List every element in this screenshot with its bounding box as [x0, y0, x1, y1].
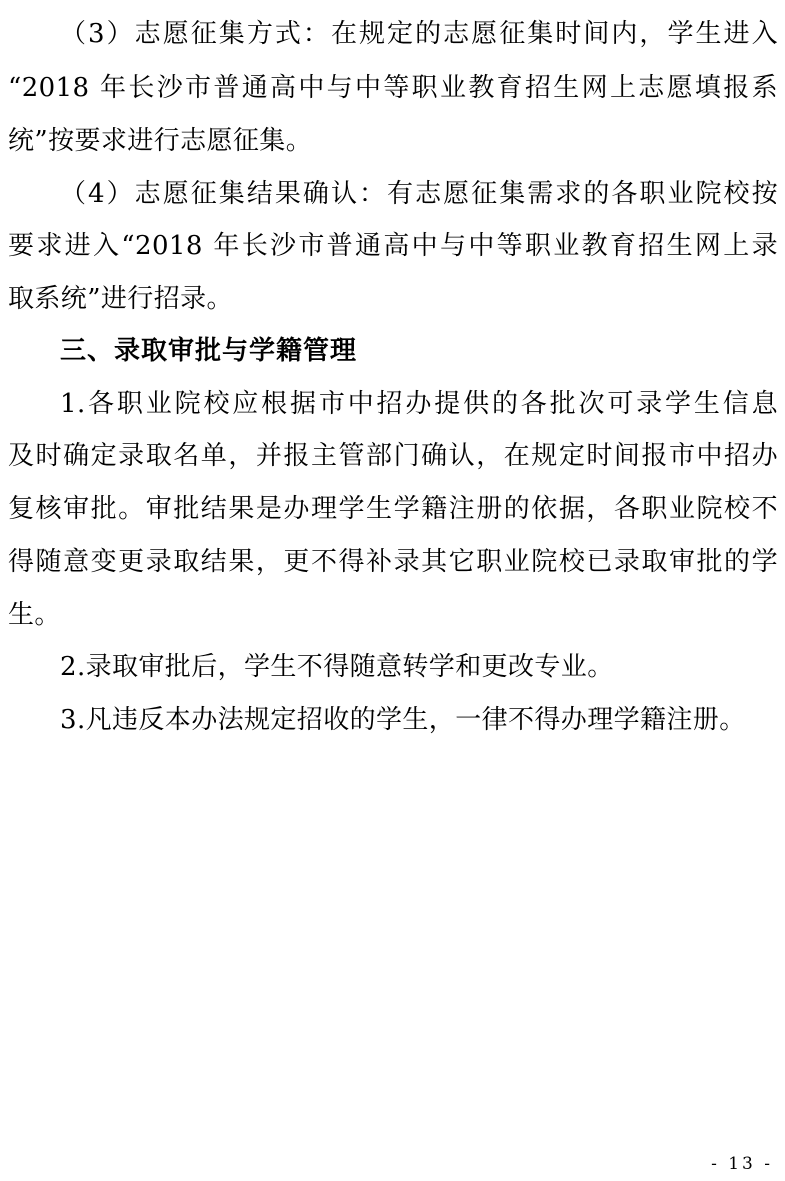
paragraph-3-line-3: 统”按要求进行志愿征集。	[8, 126, 313, 156]
item-1-line-3: 复核审批。审批结果是办理学生学籍注册的依据，各职业院校不	[8, 494, 778, 524]
item-1-line-1: 1.各职业院校应根据市中招办提供的各批次可录学生信息	[60, 389, 778, 419]
item-1-line-5: 生。	[8, 600, 61, 630]
item-1-line-4: 得随意变更录取结果，更不得补录其它职业院校已录取审批的学	[8, 547, 778, 577]
paragraph-3-line-1: （3）志愿征集方式：在规定的志愿征集时间内，学生进入	[60, 19, 778, 49]
item-1-line-2: 及时确定录取名单，并报主管部门确认，在规定时间报市中招办	[8, 441, 778, 471]
section-heading: 三、录取审批与学籍管理	[60, 336, 358, 366]
paragraph-3-line-2: “2018 年长沙市普通高中与中等职业教育招生网上志愿填报系	[8, 73, 778, 103]
paragraph-4-line-3: 取系统”进行招录。	[8, 284, 233, 314]
page-number: - 13 -	[711, 1154, 773, 1174]
item-2: 2.录取审批后，学生不得随意转学和更改专业。	[60, 652, 614, 682]
item-3: 3.凡违反本办法规定招收的学生，一律不得办理学籍注册。	[60, 705, 746, 735]
paragraph-4-line-2: 要求进入“2018 年长沙市普通高中与中等职业教育招生网上录	[8, 231, 778, 261]
paragraph-4-line-1: （4）志愿征集结果确认：有志愿征集需求的各职业院校按	[60, 179, 778, 209]
